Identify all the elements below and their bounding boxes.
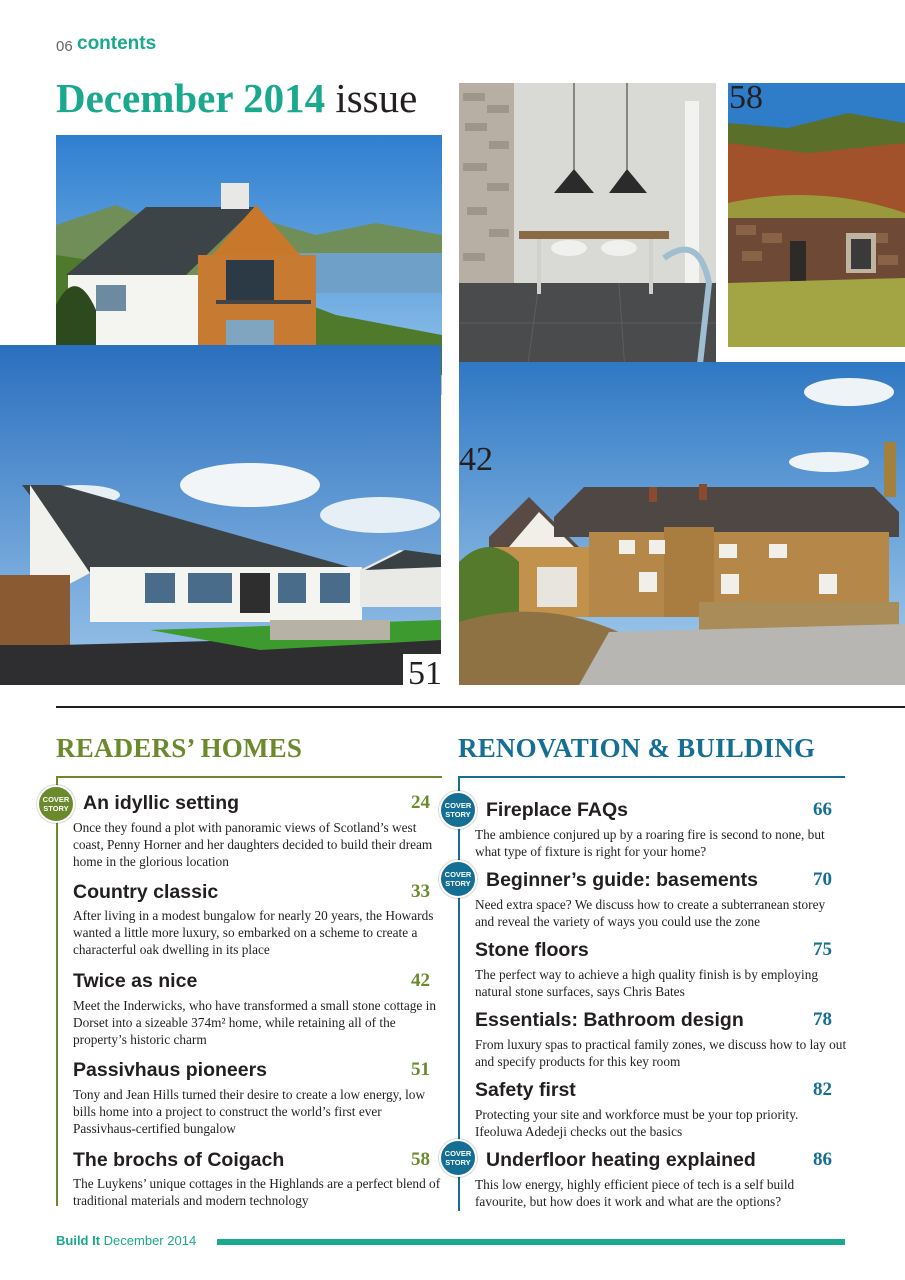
entry-desc: Need extra space? We discuss how to create a subterranean storey and reveal the variety of ways you could use the zone [475, 897, 826, 929]
entry-desc: After living in a modest bungalow for nearly 20 years, the Howards wanted a little more luxury, so embarked on a scheme to create a characterful oak dwelling in its place [73, 908, 434, 957]
page-number: 06 [56, 38, 73, 55]
entry-desc: This low energy, highly efficient piece of tech is a self build favourite, but how does it work and what are the options? [475, 1177, 795, 1209]
entry-desc: The Luykens’ unique cottages in the Highlands are a perfect blend of traditional materials and modern technology [73, 1176, 441, 1208]
readers-homes-title: READERS’ HOMES [56, 733, 303, 763]
entry-title[interactable]: Stone floors [475, 939, 589, 961]
entry-page: 70 [813, 869, 832, 890]
cover-story-badge: COVER STORY [37, 785, 75, 823]
footer-brand [56, 1233, 196, 1248]
entry-desc: The perfect way to achieve a high quality finish is by employing natural stone surfaces, says Chris Bates [475, 967, 819, 999]
entry-desc: The ambience conjured up by a roaring fire is second to none, but what type of fixture is right for your home? [475, 827, 825, 859]
entry-page: 51 [411, 1059, 430, 1080]
page-ref-42: 42 [459, 441, 493, 478]
entry-page: 33 [411, 881, 430, 902]
issue-title-word: issue [335, 75, 418, 121]
entry-page: 42 [411, 970, 430, 991]
entry-desc: From luxury spas to practical family zones, we discuss how to lay out and specify products for this key room [475, 1037, 847, 1069]
entry-title[interactable]: Country classic [73, 881, 219, 903]
entry-page: 86 [813, 1149, 832, 1170]
cover-story-badge: COVER STORY [439, 1139, 477, 1177]
entry-page: 75 [813, 939, 832, 960]
footer-bar [217, 1239, 845, 1245]
contents-label: contents [77, 33, 157, 54]
entry-title[interactable]: Safety first [475, 1079, 576, 1101]
photo-bungalow[interactable] [0, 345, 441, 685]
entry-page: 82 [813, 1079, 832, 1100]
page-ref-58: 58 [729, 79, 763, 116]
entry-page: 58 [411, 1149, 430, 1170]
entry-title[interactable]: An idyllic setting [83, 792, 240, 814]
section-divider [56, 706, 905, 708]
entry-desc: Meet the Inderwicks, who have transformed a small stone cottage in Dorset into a sizeable 374m² home, while retaining all of the property’s historic charm [73, 998, 436, 1047]
entry-desc: Protecting your site and workforce must be your top priority. Ifeoluwa Adedeji checks out the basics [475, 1107, 799, 1139]
photo-stone-farmhouse[interactable] [459, 362, 905, 685]
photo-earth-house[interactable] [728, 83, 905, 347]
entry-title[interactable]: Fireplace FAQs [486, 799, 628, 821]
footer-brand-name: Build It [56, 1233, 101, 1248]
cover-story-badge: COVER STORY [439, 860, 477, 898]
renovation-title: RENOVATION & BUILDING [458, 733, 816, 763]
footer-issue: December 2014 [103, 1233, 197, 1248]
entry-page: 66 [813, 799, 832, 820]
entry-title[interactable]: Essentials: Bathroom design [475, 1009, 744, 1031]
issue-title-date: December 2014 [56, 75, 326, 121]
entry-page: 78 [813, 1009, 832, 1030]
entry-title[interactable]: Underfloor heating explained [486, 1149, 756, 1171]
page-ref-51: 51 [403, 654, 447, 690]
entry-title[interactable]: The brochs of Coigach [73, 1149, 285, 1171]
entry-title[interactable]: Twice as nice [73, 970, 198, 992]
entry-page: 24 [411, 792, 430, 813]
cover-story-badge: COVER STORY [439, 791, 477, 829]
entry-title[interactable]: Beginner’s guide: basements [486, 869, 758, 891]
issue-title [56, 74, 417, 122]
entry-desc: Once they found a plot with panoramic views of Scotland’s west coast, Penny Horner and her daughters decided to build their dream home in the glorious location [73, 820, 433, 869]
entry-title[interactable]: Passivhaus pioneers [73, 1059, 268, 1081]
entry-desc: Tony and Jean Hills turned their desire to create a low energy, low bills home into a project to construct the world’s first ever Passivhaus-certified bungalow [73, 1087, 426, 1136]
